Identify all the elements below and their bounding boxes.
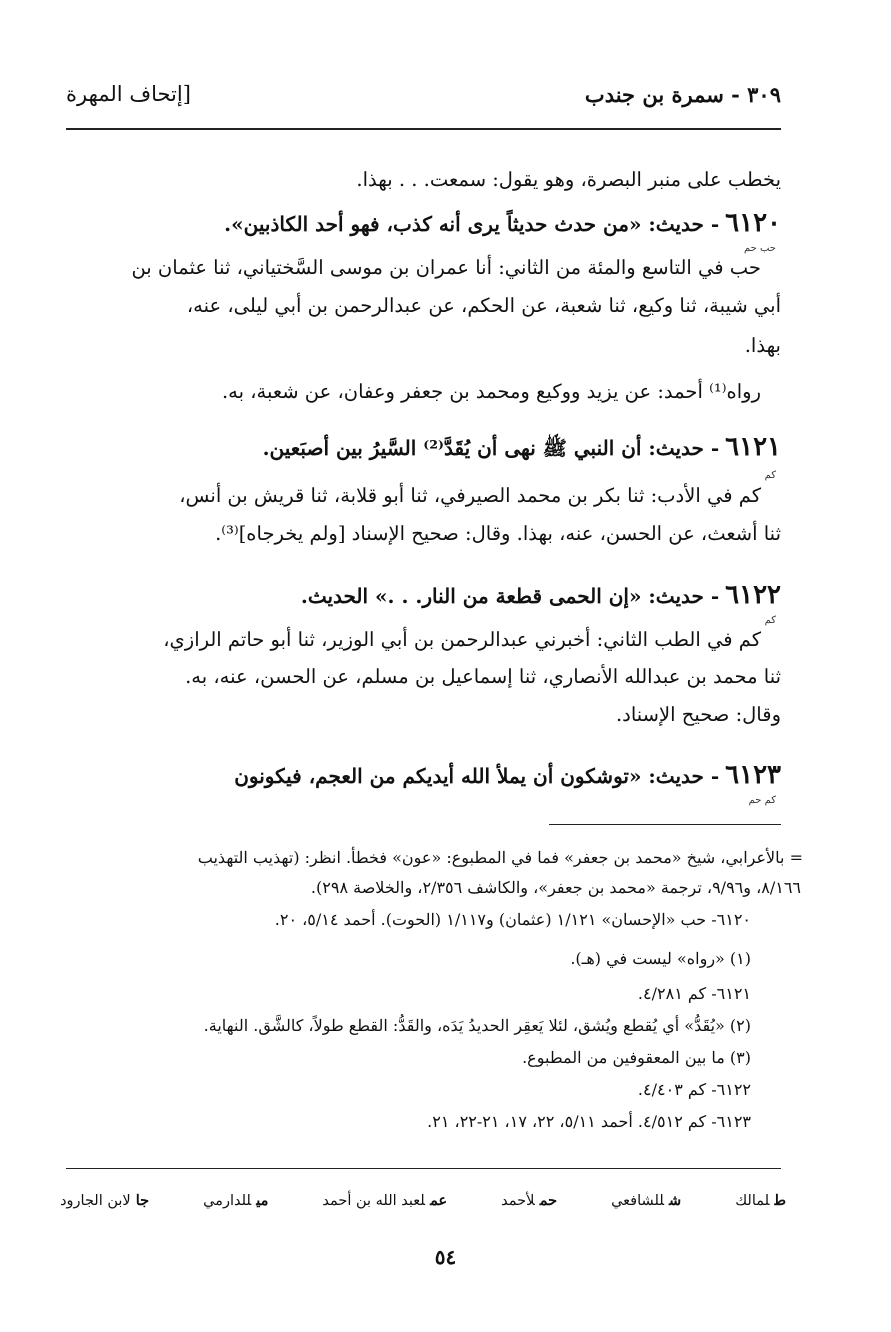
running-header-book: [إتحاف المهرة	[66, 82, 191, 106]
hadith-text: - حديث: «من حدث حديثاً يرى أنه كذب، فهو أحد الكاذبين».	[224, 212, 720, 236]
legend-rule	[66, 1168, 781, 1169]
text-line: حب في التاسع والمئة من الثاني: أنا عمران بن موسى السَّختياني، ثنا عثمان بن	[131, 256, 761, 279]
hadith-number: ٦١٢١	[725, 432, 781, 462]
footnote-line: (٣) ما بين المعقوفين من المطبوع.	[522, 1048, 751, 1067]
legend-item: عملعبد الله بن أحمد	[322, 1192, 448, 1209]
source-siglum: كم	[764, 615, 776, 626]
source-siglum: كم حم	[748, 795, 776, 806]
text-line: رواه⁽¹⁾ أحمد: عن يزيد ووكيع ومحمد بن جعفر وعفان، عن شعبة، به.	[221, 380, 761, 403]
text-line: كم في الأدب: ثنا بكر بن محمد الصيرفي، ثنا أبو قلابة، ثنا قريش بن أنس،	[179, 484, 761, 507]
hadith-heading-6121	[66, 432, 781, 465]
legend-item: جالابن الجارود	[60, 1192, 150, 1209]
footnote-line: (٢) «يُقَدُّ» أي يُقطع ويُشق، لئلا يَعقِر الحديدُ يَدَه، والقَدُّ: القطع طولاً، كالشَّق. النهاية.	[203, 1016, 751, 1035]
text-line: بهذا.	[744, 334, 781, 357]
legend-item: ميللدارمي	[203, 1192, 269, 1209]
sigla-legend	[60, 1192, 786, 1209]
text-line: أبي شيبة، ثنا وكيع، ثنا شعبة، عن الحكم، عن عبدالرحمن بن أبي ليلى، عنه،	[186, 294, 781, 317]
page-number: ٥٤	[434, 1245, 457, 1269]
hadith-number: ٦١٢٣	[725, 760, 781, 790]
legend-item: شللشافعي	[611, 1192, 682, 1209]
hadith-text: - حديث: «توشكون أن يملأ الله أيديكم من العجم، فيكونون	[234, 764, 720, 788]
hadith-text: - حديث: «إن الحمى قطعة من النار. . .» الحديث.	[300, 584, 720, 608]
legend-item: حملأحمد	[501, 1192, 558, 1209]
source-siglum: حب حم	[743, 243, 776, 254]
source-siglum: كم	[764, 470, 776, 481]
footnote-line: ٦١٢٠- حب «الإحسان» ١/١٢١ (عثمان) و١/١١٧ (الحوت). أحمد ٥/١٤، ٢٠.	[274, 910, 751, 929]
footnote-line: (١) «رواه» ليست في (هـ).	[570, 949, 751, 968]
footnote-line: ٨/١٦٦، و٩/٩٦، ترجمة «محمد بن جعفر»، والكاشف ٢/٣٥٦، والخلاصة ٢٩٨).	[310, 878, 801, 897]
hadith-text: - حديث: أن النبي ﷺ نهى أن يُقَدَّ⁽²⁾ السَّيرُ بين أصبَعين.	[262, 436, 720, 460]
footnote-line: ٦١٢٢- كم ٤/٤٠٣.	[637, 1080, 751, 1099]
text-line: ثنا محمد بن عبدالله الأنصاري، ثنا إسماعيل بن مسلم، عن الحسن، عنه، به.	[185, 665, 781, 688]
hadith-heading-6123	[66, 760, 781, 790]
footnote-line: ٦١٢٣- كم ٤/٥١٢. أحمد ٥/١١، ٢٢، ١٧، ٢١-٢٢، ٢١.	[427, 1112, 751, 1131]
hadith-number: ٦١٢٢	[725, 580, 781, 610]
text-line: كم في الطب الثاني: أخبرني عبدالرحمن بن أبي الوزير، ثنا أبو حاتم الرازي،	[163, 628, 761, 651]
hadith-heading-6122	[66, 580, 781, 610]
footnote-separator	[549, 824, 781, 825]
text-line: يخطب على منبر البصرة، وهو يقول: سمعت. . . بهذا.	[356, 168, 781, 191]
legend-item: طلمالك	[735, 1192, 786, 1209]
footnote-line: = بالأعرابي، شيخ «محمد بن جعفر» فما في المطبوع: «عون» فخطأ. انظر: (تهذيب التهذيب	[197, 848, 803, 867]
hadith-heading-6120	[66, 208, 781, 238]
footnote-line: ٦١٢١- كم ٤/٢٨١.	[637, 984, 751, 1003]
text-line: وقال: صحيح الإسناد.	[615, 703, 781, 726]
text-line: ثنا أشعث، عن الحسن، عنه، بهذا. وقال: صحيح الإسناد [ولم يخرجاه]⁽³⁾.	[215, 522, 781, 545]
running-header-chapter: ٣٠٩ - سمرة بن جندب	[584, 82, 781, 107]
hadith-number: ٦١٢٠	[725, 208, 781, 238]
header-rule	[66, 128, 781, 130]
